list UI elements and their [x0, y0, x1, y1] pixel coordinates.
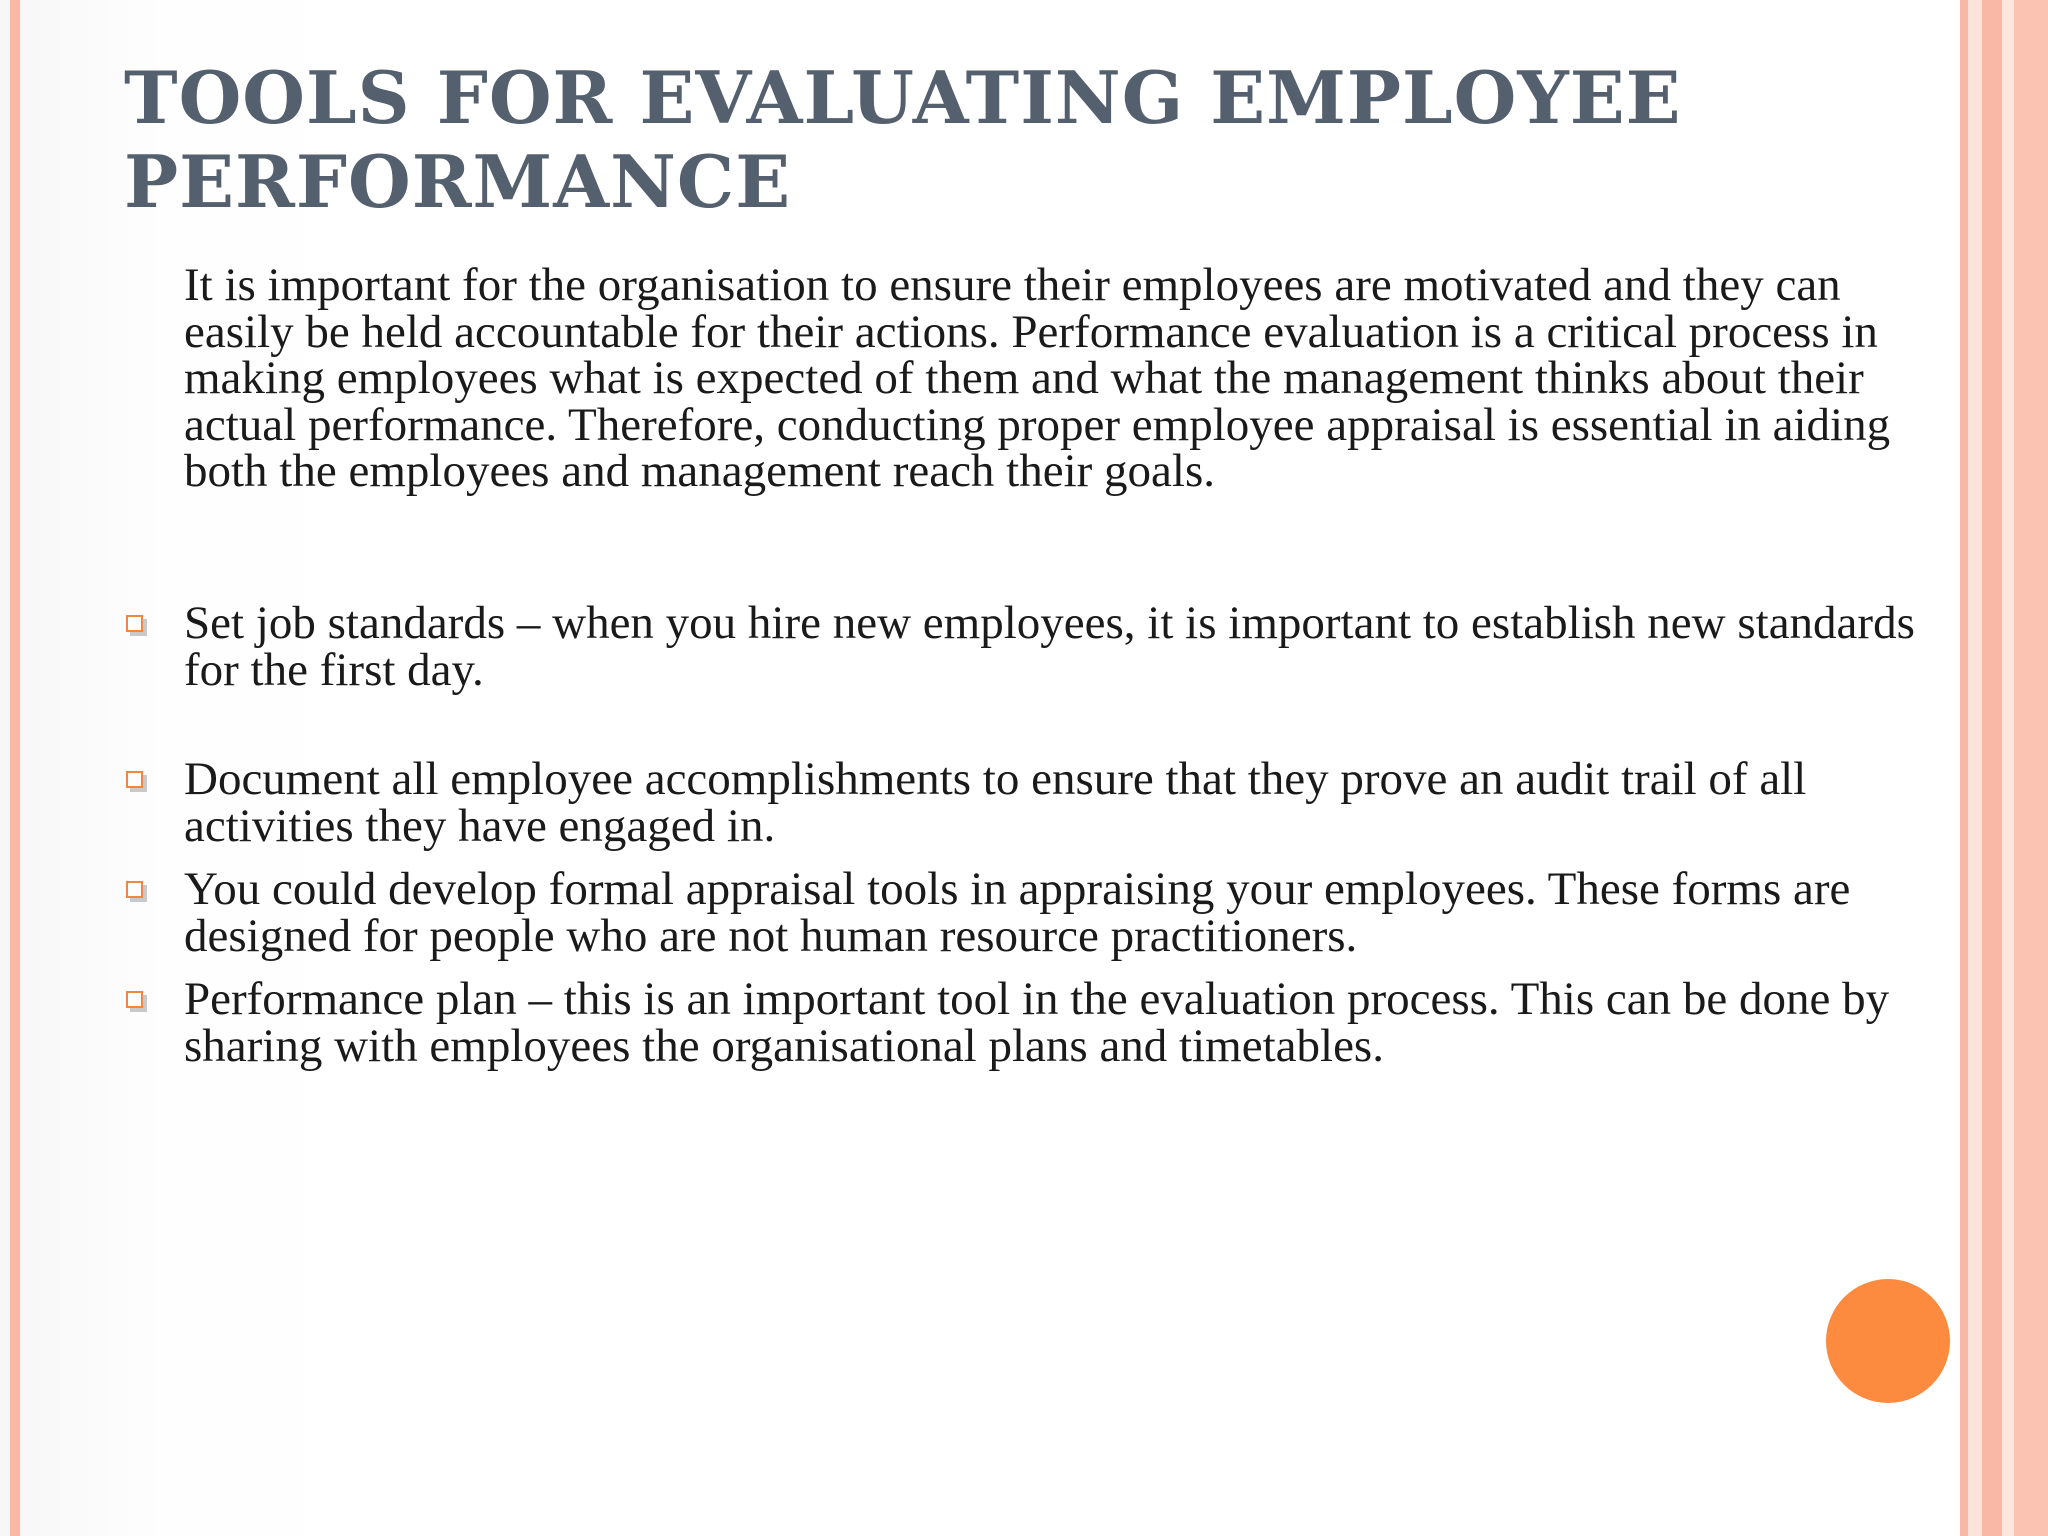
list-item [124, 597, 1934, 696]
square-bullet-icon [126, 771, 143, 788]
list-item [124, 973, 1934, 1072]
right-border-stripe [1982, 0, 2002, 1536]
square-bullet-icon [126, 615, 143, 632]
right-border-stripe [1960, 0, 1968, 1536]
square-bullet-icon [126, 881, 143, 898]
right-border-band [1968, 0, 1982, 1536]
bullet-text: Document all employee accomplishments to ensure that they prove an audit trail of all activities they have engaged in. [184, 753, 1807, 852]
list-item [124, 753, 1934, 852]
decorative-orange-circle [1826, 1279, 1950, 1403]
slide-title: TOOLS FOR EVALUATING EMPLOYEE PERFORMANCE [124, 55, 1682, 224]
intro-paragraph: It is important for the organisation to ensure their employees are motivated and they can easily be held accountable for their actions. Performance evaluation is a critical process in making employees what is expected of them and what the management thinks about their actual performance. Therefore, conducting proper employee appraisal is essential in aiding both the employees and management reach their goals. [184, 259, 1891, 497]
bullet-list [124, 597, 1934, 1072]
right-border-band [2002, 0, 2014, 1536]
list-item [124, 863, 1934, 962]
right-border-stripe [2014, 0, 2048, 1536]
left-border-stripe [10, 0, 20, 1536]
bullet-text: Set job standards – when you hire new employees, it is important to establish new standards for the first day. [184, 597, 1915, 696]
bullet-text: Performance plan – this is an important tool in the evaluation process. This can be done by sharing with employees the organisational plans and timetables. [184, 973, 1890, 1072]
square-bullet-icon [126, 991, 143, 1008]
bullet-text: You could develop formal appraisal tools in appraising your employees. These forms are designed for people who are not human resource practitioners. [184, 863, 1851, 962]
